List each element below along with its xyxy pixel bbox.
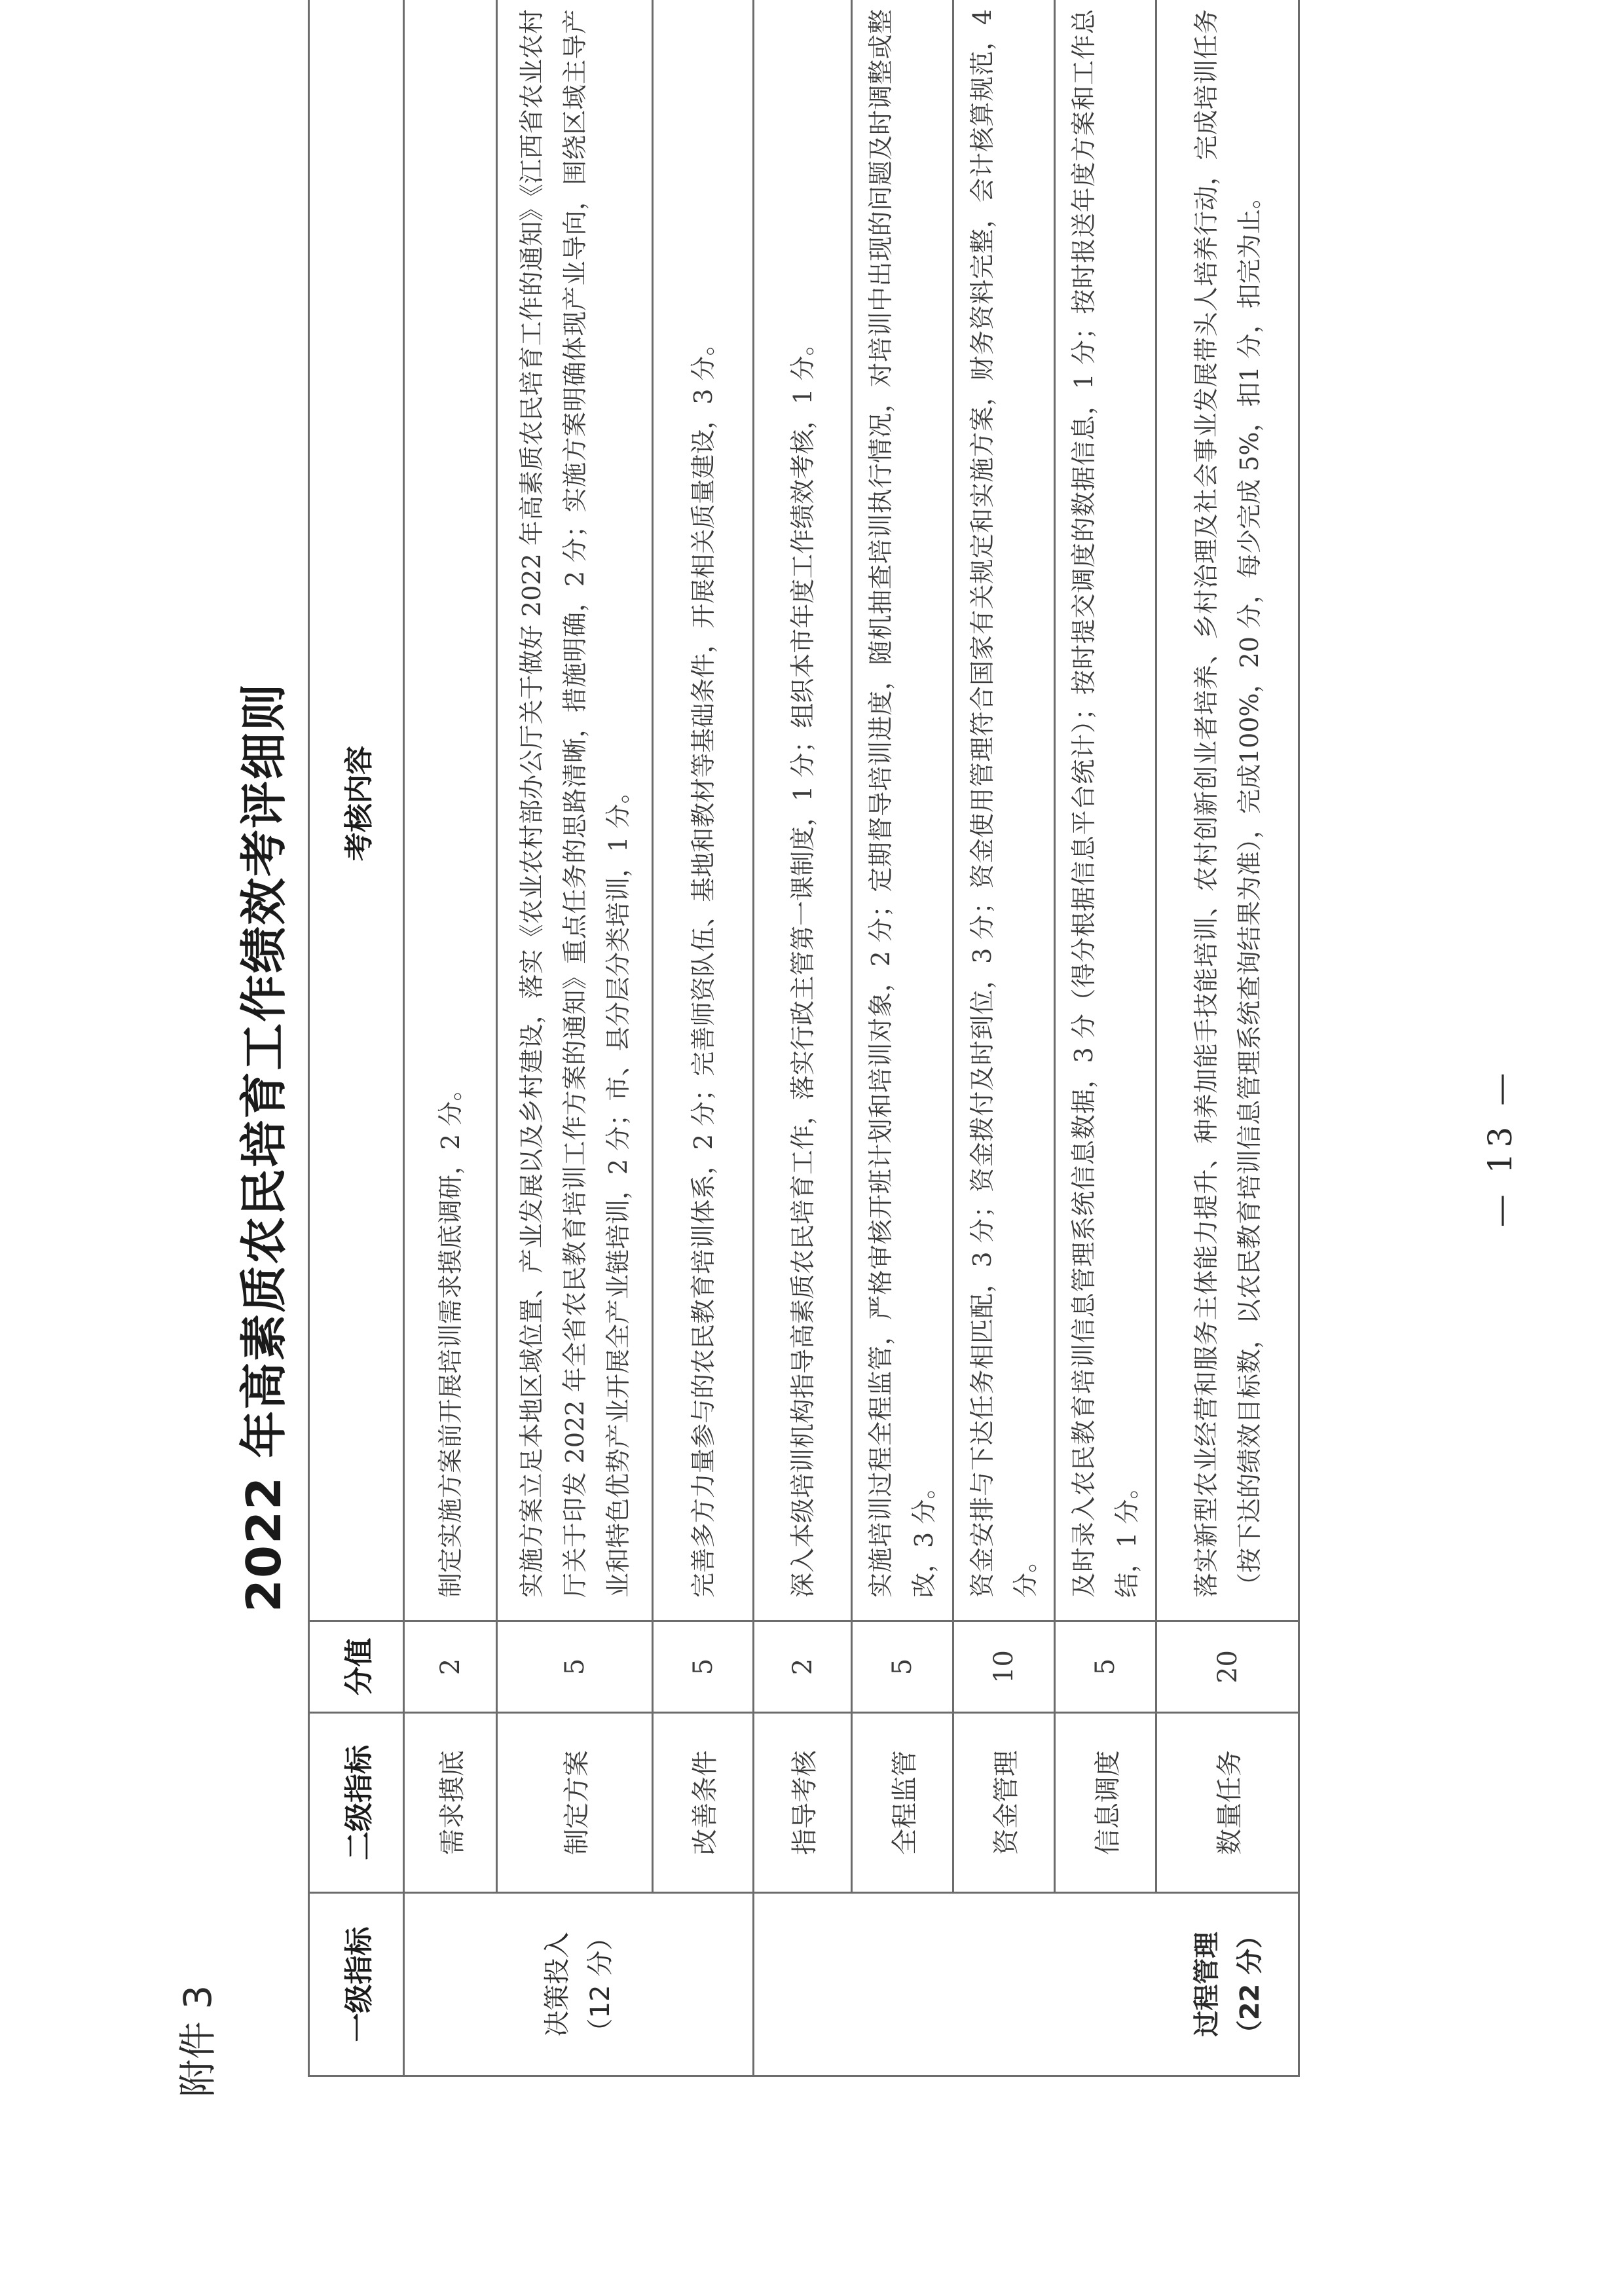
indicator-score: 5	[653, 1621, 754, 1713]
column-header-level2: 二级指标	[309, 1713, 404, 1893]
indicator-score: 10	[953, 1621, 1055, 1713]
indicator-score: 5	[1055, 1621, 1156, 1713]
column-header-level1: 一级指标	[309, 1893, 404, 2076]
table-row	[1055, 0, 1156, 2076]
indicator-name: 信息调度	[1055, 1713, 1156, 1893]
page-number: — 13 —	[1481, 1067, 1519, 1228]
indicator-content: 资金安排与下达任务相匹配，3 分；资金拨付及时到位，3 分；资金使用管理符合国家有关规定和实施方案，财务资料完整，会计核算规范，4 分。	[953, 0, 1055, 1621]
attachment-label: 附件 3	[175, 1985, 220, 2097]
indicator-score: 2	[754, 1621, 852, 1713]
table-row	[852, 0, 953, 2076]
indicator-name: 数量任务	[1156, 1713, 1299, 1893]
group-score: （12 分）	[585, 1924, 616, 2045]
table-row	[953, 0, 1055, 2076]
group-label: 过程管理	[1192, 1932, 1222, 2037]
indicator-name: 资金管理	[953, 1713, 1055, 1893]
indicator-name: 全程监管	[852, 1713, 953, 1893]
indicator-content: 制定实施方案前开展培训需求摸底调研，2 分。	[404, 0, 497, 1621]
indicator-score: 2	[404, 1621, 497, 1713]
indicator-name: 制定方案	[497, 1713, 653, 1893]
indicator-content: 深入本级培训机构指导高素质农民培育工作，落实行政主管第一课制度，1 分；组织本市年度工作绩效考核，1 分。	[754, 0, 852, 1621]
group-score: （22 分）	[1235, 1922, 1265, 2047]
group-process-management	[754, 1893, 1299, 2076]
indicator-content: 实施培训过程全程监管，严格审核开班计划和培训对象，2 分；定期督导培训进度，随机抽查培训执行情况，对培训中出现的问题及时调整或整改，3 分。	[852, 0, 953, 1621]
indicator-content: 实施方案立足本地区域位置、产业发展以及乡村建设，落实《农业农村部办公厅关于做好 2022 年高素质农民培育工作的通知》《江西省农业农村厅关于印发 2022 年全省农民教育培训工作方案的通知》重点任务的思路清晰，措施明确，2 分；实施方案明确体现产业导向，围绕区域主导产业和特色优势产业开展全产业链培训，2 分；市、县分层分类培训，1 分。	[497, 0, 653, 1621]
document-title: 2022 年高素质农民培育工作绩效考评细则	[236, 682, 291, 1613]
table-row	[653, 0, 754, 2076]
evaluation-table	[308, 0, 1300, 2077]
column-header-score: 分值	[309, 1621, 404, 1713]
table-row	[754, 0, 852, 2076]
indicator-content: 落实新型农业经营和服务主体能力提升、种养加能手技能培训、农村创新创业者培养、乡村治理及社会事业发展带头人培养行动，完成培训任务（按下达的绩效目标数，以农民教育培训信息管理系统查询结果为准），完成100%，20 分，每少完成 5%，扣1 分，扣完为止。	[1156, 0, 1299, 1621]
table-row	[497, 0, 653, 2076]
group-decision-input	[404, 1893, 754, 2076]
indicator-score: 20	[1156, 1621, 1299, 1713]
indicator-content: 及时录入农民教育培训信息管理系统信息数据，3 分（得分根据信息平台统计）；按时提交调度的数据信息，1 分；按时报送年度方案和工作总结，1 分。	[1055, 0, 1156, 1621]
table-row	[1156, 0, 1299, 2076]
indicator-score: 5	[852, 1621, 953, 1713]
group-label: 决策投入	[542, 1932, 572, 2037]
indicator-name: 改善条件	[653, 1713, 754, 1893]
indicator-score: 5	[497, 1621, 653, 1713]
indicator-name: 指导考核	[754, 1713, 852, 1893]
table-header-row	[309, 0, 404, 2076]
table-row	[404, 0, 497, 2076]
indicator-name: 需求摸底	[404, 1713, 497, 1893]
indicator-content: 完善多方力量参与的农民教育培训体系，2 分；完善师资队伍、基地和教材等基础条件，开展相关质量建设，3 分。	[653, 0, 754, 1621]
column-header-content: 考核内容	[309, 0, 404, 1621]
